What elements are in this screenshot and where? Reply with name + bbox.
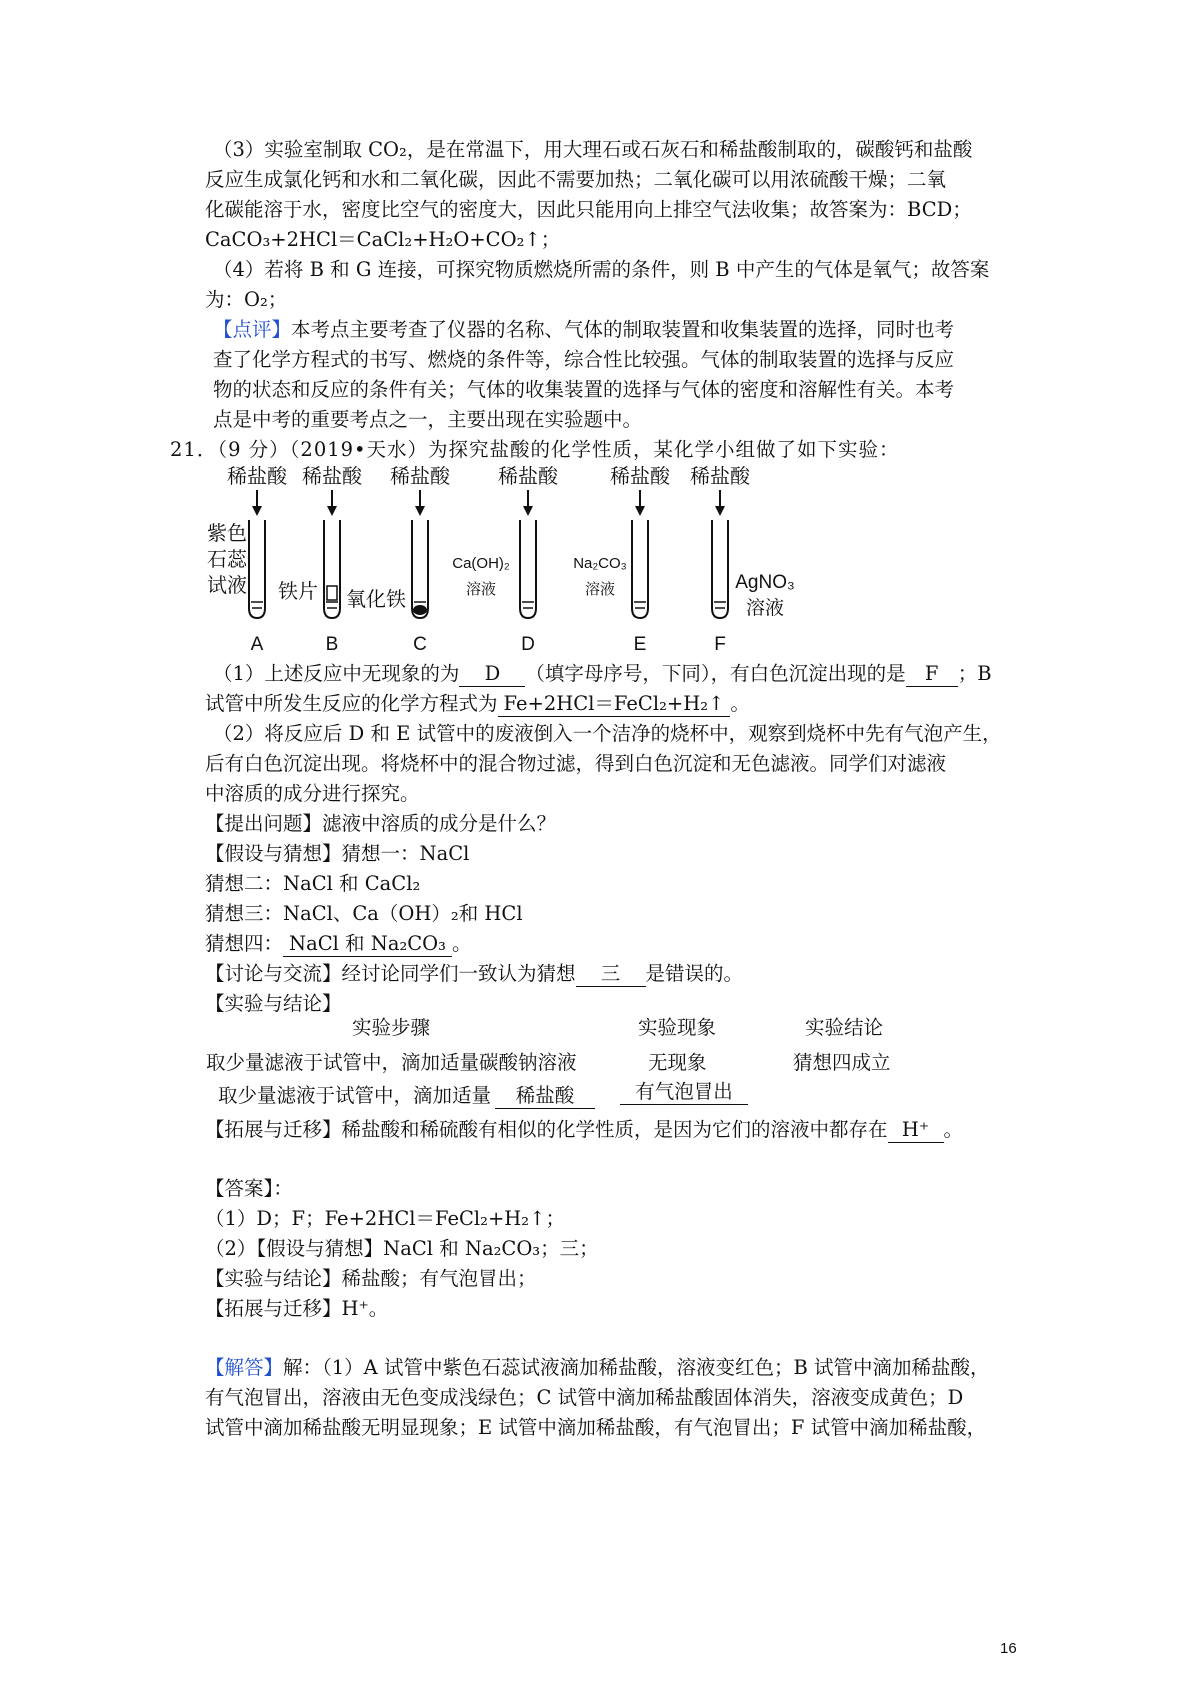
reagent-sodium-carbonate: 溶液 <box>584 581 616 598</box>
table-row1-step: 取少量滤液于试管中，滴加适量碳酸钠溶液 <box>206 1051 577 1074</box>
solution-line-3: 试管中滴加稀盐酸无明显现象；E 试管中滴加稀盐酸，有气泡冒出；F 试管中滴加稀盐酸， <box>205 1416 987 1439</box>
table-row1-phenomenon: 无现象 <box>648 1051 707 1074</box>
tube-letter: B <box>325 634 339 655</box>
reagent-litmus: 试液 <box>207 575 247 597</box>
review-tag: 【点评】 <box>213 318 292 341</box>
answer-blank-1: D <box>459 662 525 687</box>
test-tube <box>712 520 728 618</box>
page-number: 16 <box>1000 1640 1017 1657</box>
hypothesis-1: 【假设与猜想】猜想一：NaCl <box>205 842 470 865</box>
review-line-2: 查了化学方程式的书写、燃烧的条件等，综合性比较强。气体的制取装置的选择与反应 <box>213 348 955 371</box>
answer-blank-6: 稀盐酸 <box>495 1084 595 1109</box>
s2-line-3: 中溶质的成分进行探究。 <box>205 782 420 805</box>
answer-blank-7: 有气泡冒出 <box>620 1080 748 1105</box>
review-line-3: 物的状态和反应的条件有关；气体的收集装置的选择与气体的密度和溶解性有关。本考 <box>213 378 955 401</box>
answer-blank-3: Fe+2HCl＝FeCl₂+H₂↑ <box>498 692 731 717</box>
question-21-title: 21．（9 分）（2019•天水）为探究盐酸的化学性质，某化学小组做了如下实验： <box>170 438 900 461</box>
hypothesis-4: 猜想四： NaCl 和 Na₂CO₃ 。 <box>205 932 472 955</box>
table-row2-step: 取少量滤液于试管中，滴加适量 稀盐酸 <box>218 1080 595 1109</box>
iron-piece <box>327 586 337 600</box>
table-row2-phenomenon <box>620 1080 748 1105</box>
arrow-head <box>715 506 725 516</box>
s2-line-2: 后有白色沉淀出现。将烧杯中的混合物过滤，得到白色沉淀和无色滤液。同学们对滤液 <box>205 752 947 775</box>
reagent-silver-nitrate: 溶液 <box>745 598 785 619</box>
tube-letter: E <box>633 634 647 655</box>
test-tube <box>249 520 265 618</box>
tube-letter: C <box>413 634 427 655</box>
acid-label: 稀盐酸 <box>302 466 362 488</box>
test-tube <box>412 520 428 618</box>
solution-tag: 【解答】 <box>205 1356 284 1379</box>
reagent-calcium-hydroxide: Ca(OH)₂ <box>452 555 510 572</box>
experiment-title: 【实验与结论】 <box>205 992 342 1015</box>
arrow-head <box>327 506 337 516</box>
reagent-sodium-carbonate: Na₂CO₃ <box>573 555 627 572</box>
p4-line-2: 为：O₂； <box>205 288 288 311</box>
answer-blank-8: H⁺ <box>888 1118 944 1143</box>
p3-line-3: 化碳能溶于水，密度比空气的密度大，因此只能用向上排空气法收集；故答案为：BCD； <box>205 198 972 221</box>
test-tube <box>520 520 536 618</box>
iron-oxide-solid <box>413 605 427 615</box>
solution-line-2: 有气泡冒出，溶液由无色变成浅绿色；C 试管中滴加稀盐酸固体消失，溶液变成黄色；D <box>205 1386 964 1409</box>
test-tube <box>632 520 648 618</box>
arrow-head <box>252 506 262 516</box>
p3-line-4: CaCO₃+2HCl＝CaCl₂+H₂O+CO₂↑； <box>205 228 561 251</box>
raise-question: 【提出问题】滤液中溶质的成分是什么？ <box>205 812 557 835</box>
reagent-iron-oxide: 氧化铁 <box>346 589 406 611</box>
s1-line-2: 试管中所发生反应的化学方程式为 Fe+2HCl＝FeCl₂+H₂↑ 。 <box>205 692 750 715</box>
answer-blank-2: F <box>906 662 958 687</box>
table-header-phenomenon: 实验现象 <box>638 1016 717 1039</box>
arrow-head <box>635 506 645 516</box>
reagent-litmus: 紫色 <box>207 523 247 545</box>
answer-blank-5: 三 <box>576 962 646 987</box>
p3-line-2: 反应生成氯化钙和水和二氧化碳，因此不需要加热；二氧化碳可以用浓硫酸干燥；二氧 <box>205 168 947 191</box>
arrow-head <box>523 506 533 516</box>
reagent-silver-nitrate: AgNO₃ <box>735 572 795 593</box>
acid-label: 稀盐酸 <box>690 466 750 488</box>
p4-line-1: （4）若将 B 和 G 连接，可探究物质燃烧所需的条件，则 B 中产生的气体是氧气；故答案 <box>213 258 990 281</box>
tube-letter: D <box>521 634 535 655</box>
review-line-1: 【点评】本考点主要考查了仪器的名称、气体的制取装置和收集装置的选择，同时也考 <box>213 318 955 341</box>
tube-letter: F <box>714 634 726 655</box>
reagent-iron: 铁片 <box>278 581 318 603</box>
answer-line-4: 【拓展与迁移】H⁺。 <box>205 1297 389 1320</box>
acid-label: 稀盐酸 <box>390 466 450 488</box>
extension: 【拓展与迁移】稀盐酸和稀硫酸有相似的化学性质，是因为它们的溶液中都存在 H⁺ 。 <box>205 1118 964 1141</box>
answer-blank-4: NaCl 和 Na₂CO₃ <box>283 932 452 957</box>
test-tube <box>324 520 340 618</box>
table-row1-conclusion: 猜想四成立 <box>793 1051 891 1074</box>
p3-line-1: （3）实验室制取 CO₂，是在常温下，用大理石或石灰石和稀盐酸制取的，碳酸钙和盐酸 <box>213 138 973 161</box>
table-header-conclusion: 实验结论 <box>805 1016 884 1039</box>
table-header-step: 实验步骤 <box>352 1016 431 1039</box>
answer-title: 【答案】： <box>205 1177 293 1200</box>
reagent-calcium-hydroxide: 溶液 <box>465 581 497 598</box>
hypothesis-2: 猜想二：NaCl 和 CaCl₂ <box>205 872 421 895</box>
tube-letter: A <box>250 634 264 655</box>
acid-label: 稀盐酸 <box>227 466 287 488</box>
acid-label: 稀盐酸 <box>498 466 558 488</box>
review-line-4: 点是中考的重要考点之一，主要出现在实验题中。 <box>213 408 643 431</box>
answer-line-3: 【实验与结论】稀盐酸；有气泡冒出； <box>205 1267 537 1290</box>
arrow-head <box>415 506 425 516</box>
reagent-litmus: 石蕊 <box>207 549 247 571</box>
answer-line-2: （2）【假设与猜想】NaCl 和 Na₂CO₃；三； <box>205 1237 599 1260</box>
s1-line-1: （1）上述反应中无现象的为 D （填字母序号，下同），有白色沉淀出现的是 F ；B <box>213 662 992 685</box>
discussion: 【讨论与交流】经讨论同学们一致认为猜想 三 是错误的。 <box>205 962 744 985</box>
s2-line-1: （2）将反应后 D 和 E 试管中的废液倒入一个洁净的烧杯中，观察到烧杯中先有气泡产生， <box>213 722 1002 745</box>
acid-label: 稀盐酸 <box>610 466 670 488</box>
answer-line-1: （1）D；F；Fe+2HCl＝FeCl₂+H₂↑； <box>205 1207 565 1230</box>
solution-line-1: 【解答】解：（1）A 试管中紫色石蕊试液滴加稀盐酸，溶液变红色；B 试管中滴加稀盐酸， <box>205 1356 990 1379</box>
hypothesis-3: 猜想三：NaCl、Ca（OH）₂和 HCl <box>205 902 523 925</box>
